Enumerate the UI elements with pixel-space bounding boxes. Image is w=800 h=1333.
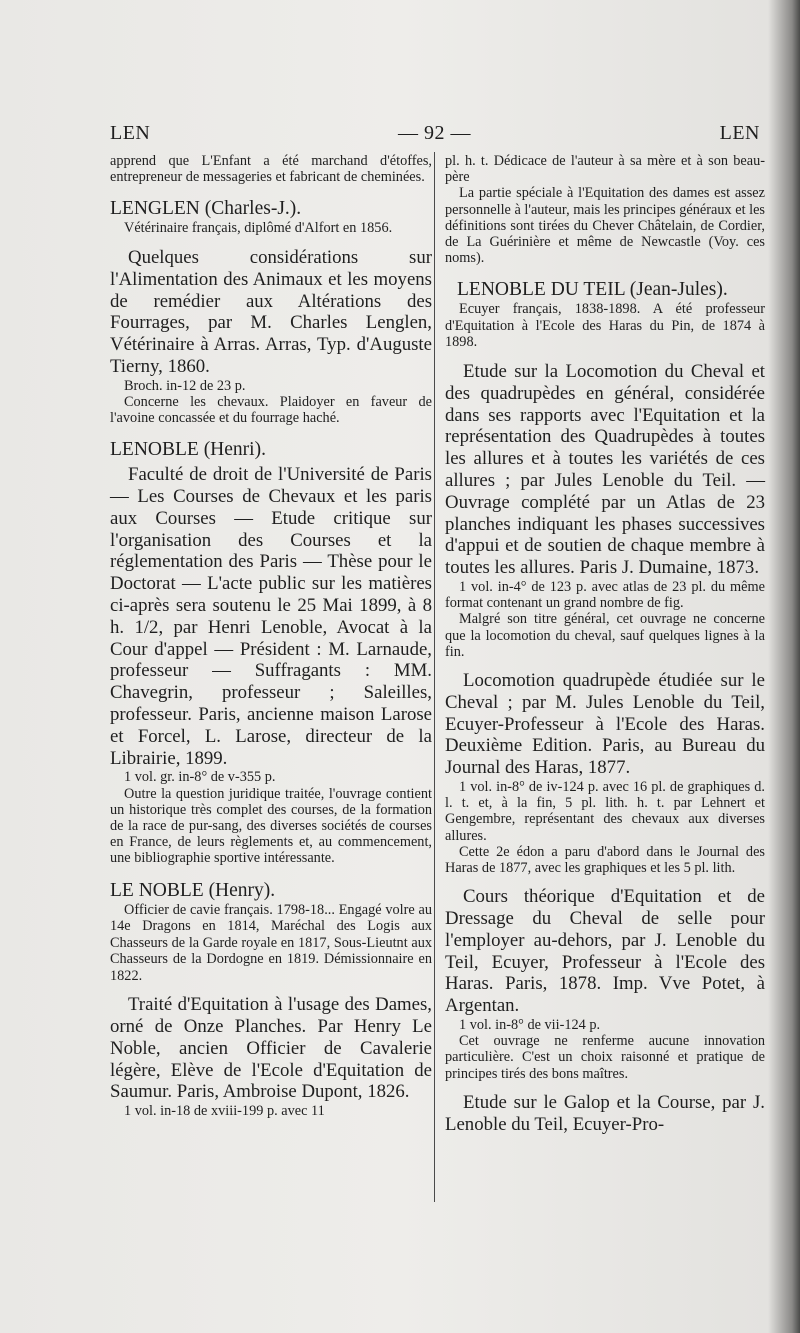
- entry-bio: Vétérinaire français, diplômé d'Alfort en 1856.: [124, 220, 393, 237]
- work-title: Etude sur le Galop et la Course, par J. Lenoble du Teil, Ecuyer-Pro-: [445, 1091, 765, 1135]
- right-column: [445, 153, 765, 1135]
- entry-lenoble-henri: [110, 439, 432, 866]
- entry-lenoble-du-teil: [445, 279, 765, 1135]
- left-column: [110, 153, 432, 1119]
- work-title: Locomotion quadrupède étudiée sur le Cheval ; par M. Jules Lenoble du Teil, Ecuyer-Professeur à l'Ecole des Haras. Deuxième Edition. Paris, au Bureau du Journal des Haras, 1877.: [445, 669, 765, 779]
- entry-author: LE NOBLE (Henry).: [110, 879, 276, 901]
- entry-le-noble-henry: [110, 880, 432, 1120]
- entry-author: LENGLEN (Charles-J.).: [110, 198, 302, 220]
- page-number: — 92 —: [398, 122, 471, 144]
- work-title: Etude sur la Locomotion du Cheval et des quadrupèdes en général, considérée dans ses rapports avec l'Equitation et la représentation des Quadrupèdes à toutes les allures et à toutes les variétés de ces allures ; par Jules Lenoble du Teil. — Ouvrage complété par un Atlas de 23 planches indiquant les phases successives d'appui et de soutien de chaque membre à toutes les allures. Paris J. Dumaine, 1873.: [445, 360, 765, 579]
- entry-title: Quelques considérations sur l'Alimentation des Animaux et les moyens de remédier aux Altérations des Fourrages, par M. Charles Lenglen, Vétérinaire à Arras. Arras, Typ. d'Auguste Tierny, 1860.: [110, 246, 432, 377]
- work-title: Cours théorique d'Equitation et de Dressage du Cheval de selle pour l'employer au-dehors, par J. Lenoble du Teil, Ecuyer, Professeur à l'Ecole des Haras. Paris, 1878. Imp. Vve Potet, à Argentan.: [445, 886, 765, 1017]
- header-left-keyword: LEN: [110, 122, 151, 144]
- entry-author: LENOBLE DU TEIL (Jean-Jules).: [457, 279, 728, 301]
- continuation-note: La partie spéciale à l'Equitation des dames est assez personnelle à l'auteur, mais les principes généraux et les définitions sont tirées du Chever Châtelain, de Cordier, de La Guérinière et même de Newcastle (Voy. ces noms).: [445, 185, 765, 267]
- work-note: Cet ouvrage ne renferme aucune innovation particulière. C'est un choix raisonné et pratique de principes tirés des bons maîtres.: [445, 1033, 765, 1082]
- entry-note: 1 vol. gr. in-8° de v-355 p.: [124, 769, 276, 786]
- header-right-keyword: LEN: [719, 122, 760, 144]
- work-note: 1 vol. in-8° de vii-124 p.: [459, 1016, 601, 1033]
- entry-note: Outre la question juridique traitée, l'ouvrage contient un historique très complet des courses, de la formation de la race de pur-sang, des diverses sociétés de courses en France, de leurs règlements et, au commencement, une bibliographie sportive intéressante.: [110, 785, 432, 867]
- entry-bio: Ecuyer français, 1838-1898. A été professeur d'Equitation à l'Ecole des Haras du Pin, de 1874 à 1898.: [445, 301, 765, 351]
- work-note: Malgré son titre général, cet ouvrage ne concerne que la locomotion du cheval, sauf quelques lignes à la fin.: [445, 611, 765, 660]
- running-header: [110, 122, 760, 148]
- work-note: Cette 2e édon a paru d'abord dans le Journal des Haras de 1877, avec les graphiques et les 5 pl. lith.: [445, 843, 765, 876]
- entry-note: Broch. in-12 de 23 p.: [124, 377, 246, 394]
- column-divider: [434, 152, 435, 1202]
- entry-author: LENOBLE (Henri).: [110, 439, 266, 461]
- continuation-text: apprend que L'Enfant a été marchand d'étoffes, entrepreneur de messageries et fabricant de cheminées.: [110, 153, 432, 186]
- continuation-text: pl. h. t. Dédicace de l'auteur à sa mère et à son beau-père: [445, 153, 765, 186]
- entry-note: 1 vol. in-18 de xviii-199 p. avec 11: [124, 1103, 325, 1120]
- entry-title: Traité d'Equitation à l'usage des Dames, orné de Onze Planches. Par Henry Le Noble, ancien Officier de Cavalerie légère, Elève de l'Ecole d'Equitation de Saumur. Paris, Ambroise Dupont, 1826.: [110, 994, 432, 1103]
- entry-note: Concerne les chevaux. Plaidoyer en faveur de l'avoine concassée et du fourrage haché.: [110, 393, 432, 427]
- entry-lenglen: [110, 198, 432, 426]
- entry-title: Faculté de droit de l'Université de Paris — Les Courses de Chevaux et les paris aux Courses — Etude critique sur l'organisation des Courses et la réglementation des Paris — Thèse pour le Doctorat — L'acte public sur les matières ci-après sera soutenu le 25 Mai 1899, à 8 h. 1/2, par Henri Lenoble, Avocat à la Cour d'appel — Président : M. Larnaude, professeur — Suffragants : MM. Chavegrin, professeur ; Saleilles, professeur. Paris, ancienne maison Larose et Forcel, L. Larose, directeur de la Librairie, 1899.: [110, 464, 432, 769]
- work-note: 1 vol. in-4° de 123 p. avec atlas de 23 pl. du même format contenant un grand nombre de fig.: [445, 578, 765, 612]
- work-note: 1 vol. in-8° de iv-124 p. avec 16 pl. de graphiques d. l. t. et, à la fin, 5 pl. lith. h. t. par Lehnert et Gengembre, représentant des chevaux aux diverses allures.: [445, 778, 765, 844]
- entry-bio: Officier de cavie français. 1798-18... Engagé volre au 14e Dragons en 1814, Maréchal des Logis aux Chasseurs de la Garde royale en 1817, Sous-Lieutnt aux Chasseurs de la Dordogne en 1819. Démissionnaire en 1822.: [110, 901, 432, 984]
